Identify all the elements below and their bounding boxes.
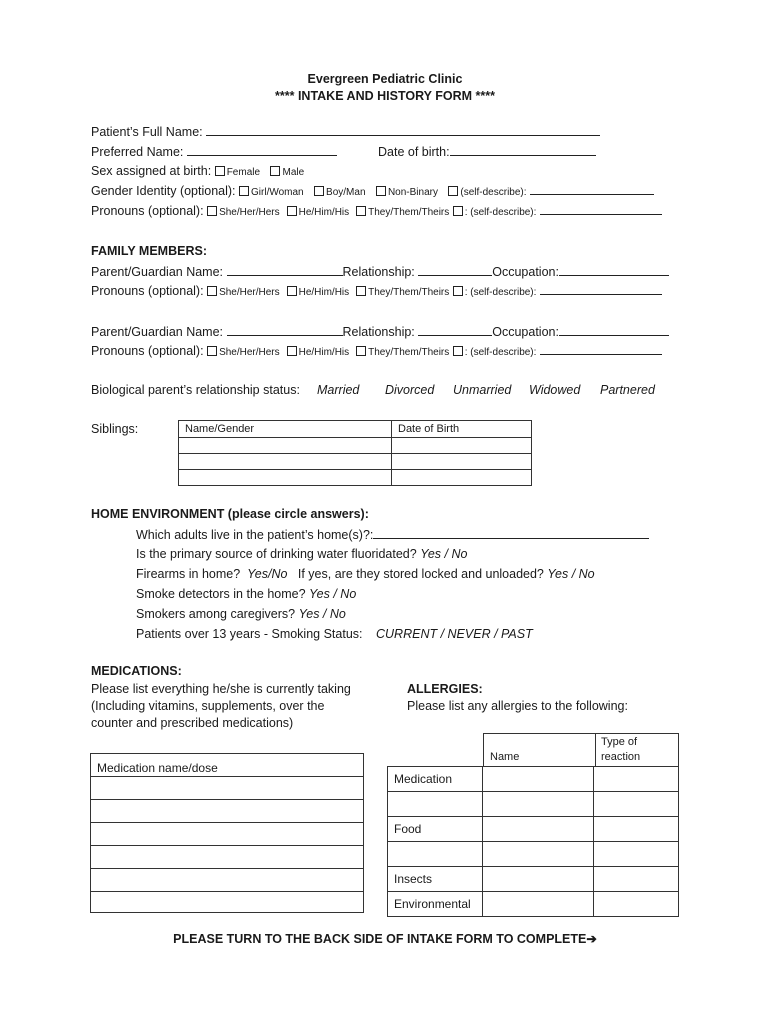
- relationship-status-label: Biological parent’s relationship status:: [91, 383, 300, 397]
- home-q2-options[interactable]: Yes / No: [420, 547, 468, 561]
- table-cell[interactable]: [594, 817, 679, 842]
- checkbox[interactable]: [287, 206, 297, 216]
- relationship-field[interactable]: [418, 324, 492, 336]
- table-cell[interactable]: [388, 842, 483, 867]
- home-q2: Is the primary source of drinking water fluoridated?: [136, 547, 417, 561]
- sex-row: [91, 164, 304, 178]
- family-heading: FAMILY MEMBERS:: [91, 244, 207, 258]
- guardian-1-row: [91, 264, 669, 279]
- home-q5-options[interactable]: Yes / No: [298, 607, 346, 621]
- table-cell[interactable]: [179, 454, 392, 470]
- dob-row: [378, 144, 596, 159]
- clinic-name: Evergreen Pediatric Clinic: [307, 72, 463, 86]
- gender-self-describe-field[interactable]: [530, 185, 654, 195]
- relationship-label: Relationship:: [342, 265, 415, 279]
- gender-option: Girl/Woman: [251, 187, 304, 198]
- guardian-name-label: Parent/Guardian Name:: [91, 265, 224, 279]
- form-title: **** INTAKE AND HISTORY FORM ****: [275, 89, 495, 103]
- status-widowed[interactable]: Widowed: [529, 383, 581, 397]
- full-name-label: Patient’s Full Name:: [91, 125, 203, 139]
- checkbox[interactable]: [356, 346, 366, 356]
- pronouns-label: Pronouns (optional):: [91, 284, 204, 298]
- preferred-name-field[interactable]: [187, 144, 337, 156]
- pronoun-option: He/Him/His: [298, 207, 350, 218]
- occupation-field[interactable]: [559, 324, 669, 336]
- home-q6-options[interactable]: CURRENT / NEVER / PAST: [376, 627, 533, 641]
- home-q3-row: [136, 567, 595, 581]
- table-row: [179, 438, 532, 454]
- checkbox[interactable]: [207, 206, 217, 216]
- pronoun-option: : (self-describe):: [464, 207, 537, 218]
- home-q4-row: [136, 587, 356, 601]
- checkbox[interactable]: [448, 186, 458, 196]
- allergies-heading: ALLERGIES:: [407, 682, 483, 696]
- checkbox[interactable]: [270, 166, 280, 176]
- sex-option-female: Female: [226, 167, 261, 178]
- status-partnered[interactable]: Partnered: [600, 383, 655, 397]
- table-cell[interactable]: [483, 867, 594, 892]
- home-q5: Smokers among caregivers?: [136, 607, 296, 621]
- medications-heading: MEDICATIONS:: [91, 664, 182, 678]
- siblings-label: Siblings:: [91, 422, 139, 436]
- table-row: [91, 823, 364, 846]
- status-unmarried[interactable]: Unmarried: [453, 383, 512, 397]
- full-name-field[interactable]: [206, 124, 600, 136]
- siblings-col-name: Name/Gender: [179, 421, 392, 438]
- checkbox[interactable]: [453, 286, 463, 296]
- pronoun-option: She/Her/Hers: [219, 287, 280, 298]
- table-cell[interactable]: [594, 767, 679, 792]
- footer-instruction: [0, 931, 770, 946]
- home-q4-options[interactable]: Yes / No: [309, 587, 357, 601]
- preferred-name-row: [91, 144, 337, 159]
- table-row: [91, 892, 364, 913]
- home-q1: Which adults live in the patient’s home(s)?:: [136, 528, 374, 542]
- arrow-right-icon: ➔: [586, 932, 597, 946]
- gender-label: Gender Identity (optional):: [91, 184, 236, 198]
- home-q3b-options[interactable]: Yes / No: [547, 567, 595, 581]
- status-married[interactable]: Married: [317, 383, 360, 397]
- table-cell[interactable]: [392, 454, 532, 470]
- home-q6-label: Patients over 13 years - Smoking Status:: [136, 627, 363, 641]
- table-cell[interactable]: [179, 438, 392, 454]
- medications-line-3: counter and prescribed medications): [91, 716, 294, 730]
- preferred-name-label: Preferred Name:: [91, 145, 184, 159]
- table-cell[interactable]: [91, 869, 364, 892]
- pronoun-option: He/Him/His: [298, 347, 350, 358]
- pronouns-row: [91, 204, 662, 218]
- table-row: [91, 777, 364, 800]
- allergies-header-divider: [595, 733, 596, 766]
- table-cell[interactable]: [594, 792, 679, 817]
- checkbox[interactable]: [356, 206, 366, 216]
- gender-option: Boy/Man: [326, 187, 366, 198]
- medications-line-2: (Including vitamins, supplements, over the: [91, 699, 325, 713]
- table-cell[interactable]: [483, 817, 594, 842]
- home-q3b: If yes, are they stored locked and unloaded?: [297, 567, 544, 581]
- guardian-2-row: [91, 324, 669, 339]
- guardian-1-pronouns-row: [91, 284, 662, 298]
- table-row: [179, 454, 532, 470]
- table-row: [388, 867, 679, 892]
- gender-option: Non-Binary: [387, 187, 438, 198]
- siblings-table: [178, 420, 532, 486]
- table-row: [388, 842, 679, 867]
- table-row: [388, 767, 679, 792]
- allergy-row-insects: Insects: [388, 867, 483, 892]
- table-cell[interactable]: [179, 470, 392, 486]
- allergies-header-divider: [678, 733, 679, 766]
- dob-field[interactable]: [450, 144, 596, 156]
- allergies-top-border: [483, 733, 679, 734]
- table-cell[interactable]: [594, 867, 679, 892]
- status-divorced[interactable]: Divorced: [385, 383, 435, 397]
- table-cell[interactable]: [392, 438, 532, 454]
- dob-label: Date of birth:: [378, 145, 450, 159]
- gender-row: [91, 184, 654, 198]
- guardian-2-pronouns-row: [91, 344, 662, 358]
- medications-col-header: Medication name/dose: [91, 754, 364, 777]
- guardian-name-label: Parent/Guardian Name:: [91, 325, 224, 339]
- table-row: [91, 846, 364, 869]
- home-q5-row: [136, 607, 346, 621]
- table-row: [388, 892, 679, 917]
- home-q2-row: [136, 547, 467, 561]
- self-describe-field[interactable]: [540, 345, 662, 355]
- pronoun-option: She/Her/Hers: [219, 207, 280, 218]
- table-cell[interactable]: [483, 842, 594, 867]
- allergies-table: [387, 766, 679, 917]
- checkbox[interactable]: [215, 166, 225, 176]
- table-row: [91, 800, 364, 823]
- full-name-row: [91, 124, 600, 139]
- table-cell[interactable]: [483, 767, 594, 792]
- pronoun-option: She/Her/Hers: [219, 347, 280, 358]
- home-q3: Firearms in home?: [136, 567, 241, 581]
- table-header-row: [179, 421, 532, 438]
- table-cell[interactable]: [388, 792, 483, 817]
- checkbox[interactable]: [239, 186, 249, 196]
- allergies-col-name: Name: [490, 751, 520, 763]
- pronoun-option: : (self-describe):: [464, 347, 537, 358]
- guardian-name-field[interactable]: [227, 264, 343, 276]
- table-cell[interactable]: [91, 892, 364, 913]
- gender-option: (self-describe):: [460, 187, 527, 198]
- checkbox[interactable]: [314, 186, 324, 196]
- table-row: [388, 817, 679, 842]
- home-heading: HOME ENVIRONMENT (please circle answers):: [91, 507, 369, 521]
- allergy-row-medication: Medication: [388, 767, 483, 792]
- sex-option-male: Male: [282, 167, 305, 178]
- home-q1-row: [136, 527, 649, 542]
- table-cell[interactable]: [91, 800, 364, 823]
- checkbox[interactable]: [453, 346, 463, 356]
- pronoun-option: They/Them/Theirs: [368, 207, 450, 218]
- occupation-label: Occupation:: [492, 325, 559, 339]
- footer-text: PLEASE TURN TO THE BACK SIDE OF INTAKE FORM TO COMPLETE: [173, 932, 587, 946]
- checkbox[interactable]: [287, 346, 297, 356]
- checkbox[interactable]: [287, 286, 297, 296]
- table-cell[interactable]: [91, 777, 364, 800]
- home-q4: Smoke detectors in the home?: [136, 587, 306, 601]
- table-cell[interactable]: [91, 846, 364, 869]
- siblings-col-dob: Date of Birth: [392, 421, 532, 438]
- home-adults-field[interactable]: [373, 527, 649, 539]
- pronouns-label: Pronouns (optional):: [91, 204, 204, 218]
- checkbox[interactable]: [376, 186, 386, 196]
- sex-label: Sex assigned at birth:: [91, 164, 212, 178]
- table-row: [91, 869, 364, 892]
- allergy-row-environmental: Environmental: [388, 892, 483, 917]
- medications-line-1: Please list everything he/she is currently taking: [91, 682, 351, 696]
- home-q3-options[interactable]: Yes/No: [247, 567, 288, 581]
- pronouns-self-describe-field[interactable]: [540, 205, 662, 215]
- table-cell[interactable]: [483, 792, 594, 817]
- pronouns-label: Pronouns (optional):: [91, 344, 204, 358]
- table-cell[interactable]: [91, 823, 364, 846]
- relationship-field[interactable]: [418, 264, 492, 276]
- checkbox[interactable]: [207, 286, 217, 296]
- pronoun-option: : (self-describe):: [464, 287, 537, 298]
- checkbox[interactable]: [207, 346, 217, 356]
- medications-table: [90, 753, 364, 913]
- pronoun-option: They/Them/Theirs: [368, 347, 450, 358]
- checkbox[interactable]: [453, 206, 463, 216]
- occupation-label: Occupation:: [492, 265, 559, 279]
- allergies-col-type: Type of reaction: [601, 736, 641, 763]
- table-cell[interactable]: [594, 892, 679, 917]
- self-describe-field[interactable]: [540, 285, 662, 295]
- relationship-label: Relationship:: [342, 325, 415, 339]
- pronoun-option: They/Them/Theirs: [368, 287, 450, 298]
- table-cell[interactable]: [483, 892, 594, 917]
- table-row: [179, 470, 532, 486]
- table-cell[interactable]: [594, 842, 679, 867]
- checkbox[interactable]: [356, 286, 366, 296]
- pronoun-option: He/Him/His: [298, 287, 350, 298]
- allergies-header-divider: [483, 733, 484, 766]
- table-header-row: [91, 754, 364, 777]
- table-row: [388, 792, 679, 817]
- occupation-field[interactable]: [559, 264, 669, 276]
- table-cell[interactable]: [392, 470, 532, 486]
- allergy-row-food: Food: [388, 817, 483, 842]
- guardian-name-field[interactable]: [227, 324, 343, 336]
- allergies-instruction: Please list any allergies to the following:: [407, 699, 628, 713]
